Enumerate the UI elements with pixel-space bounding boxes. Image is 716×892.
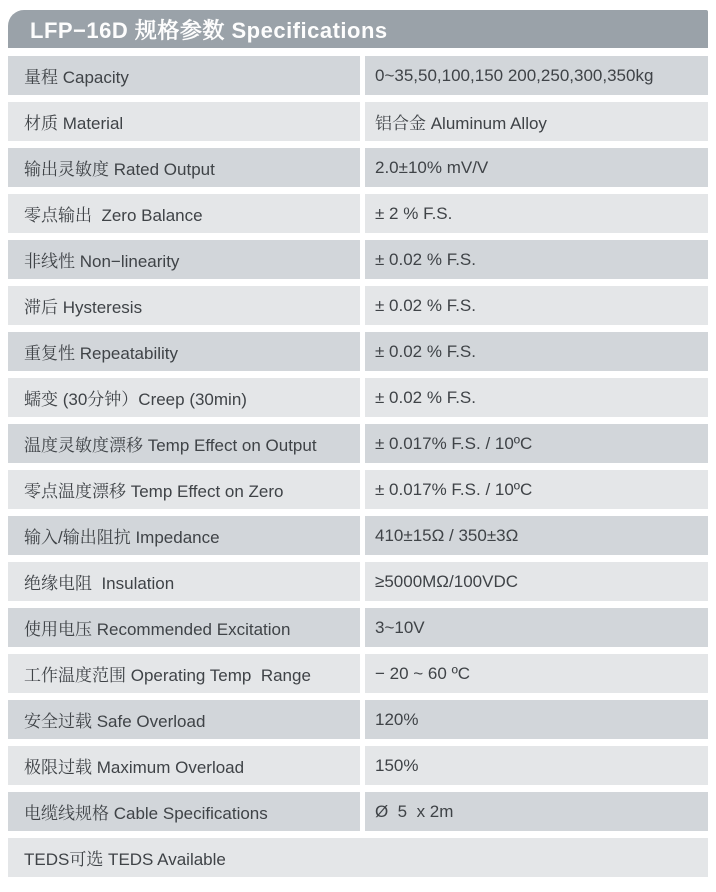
spec-row-operating-temp (8, 654, 708, 693)
spec-row-hysteresis (8, 286, 708, 325)
spec-value: Ø 5 x 2m (365, 792, 708, 831)
spec-label: 蠕变 (30分钟）Creep (30min) (8, 378, 360, 417)
spec-row-safe-overload (8, 700, 708, 739)
spec-row-temp-effect-output (8, 424, 708, 463)
spec-row-insulation (8, 562, 708, 601)
spec-row-non-linearity (8, 240, 708, 279)
spec-label: 温度灵敏度漂移 Temp Effect on Output (8, 424, 360, 463)
spec-value: 3~10V (365, 608, 708, 647)
spec-value: 2.0±10% mV/V (365, 148, 708, 187)
spec-value: 410±15Ω / 350±3Ω (365, 516, 708, 555)
spec-label: 安全过载 Safe Overload (8, 700, 360, 739)
spec-label: TEDS可选 TEDS Available (8, 838, 708, 877)
spec-row-capacity (8, 56, 708, 95)
spec-value: ± 0.017% F.S. / 10ºC (365, 470, 708, 509)
spec-label: 使用电压 Recommended Excitation (8, 608, 360, 647)
spec-label: 重复性 Repeatability (8, 332, 360, 371)
spec-value: ± 2 % F.S. (365, 194, 708, 233)
spec-value: − 20 ~ 60 ºC (365, 654, 708, 693)
spec-value: ± 0.02 % F.S. (365, 378, 708, 417)
spec-label: 非线性 Non−linearity (8, 240, 360, 279)
spec-row-repeatability (8, 332, 708, 371)
spec-row-zero-balance (8, 194, 708, 233)
spec-value: 铝合金 Aluminum Alloy (365, 102, 708, 141)
spec-label: 工作温度范围 Operating Temp Range (8, 654, 360, 693)
spec-value: ± 0.02 % F.S. (365, 332, 708, 371)
specs-header-bar (8, 10, 708, 48)
spec-value: 150% (365, 746, 708, 785)
spec-row-creep (8, 378, 708, 417)
spec-row-material (8, 102, 708, 141)
spec-row-rated-output (8, 148, 708, 187)
spec-value: ± 0.02 % F.S. (365, 240, 708, 279)
spec-table (8, 56, 708, 877)
spec-label: 量程 Capacity (8, 56, 360, 95)
spec-label: 绝缘电阻 Insulation (8, 562, 360, 601)
spec-value: ≥5000MΩ/100VDC (365, 562, 708, 601)
spec-label: 输出灵敏度 Rated Output (8, 148, 360, 187)
spec-row-impedance (8, 516, 708, 555)
specs-title: LFP−16D 规格参数 Specifications (30, 17, 388, 43)
spec-label: 零点输出 Zero Balance (8, 194, 360, 233)
spec-value: ± 0.02 % F.S. (365, 286, 708, 325)
spec-label: 零点温度漂移 Temp Effect on Zero (8, 470, 360, 509)
spec-row-teds (8, 838, 708, 877)
spec-label: 极限过载 Maximum Overload (8, 746, 360, 785)
spec-row-temp-effect-zero (8, 470, 708, 509)
spec-label: 输入/输出阻抗 Impedance (8, 516, 360, 555)
spec-row-maximum-overload (8, 746, 708, 785)
spec-row-cable (8, 792, 708, 831)
spec-value: ± 0.017% F.S. / 10ºC (365, 424, 708, 463)
spec-label: 材质 Material (8, 102, 360, 141)
spec-label: 滞后 Hysteresis (8, 286, 360, 325)
spec-value: 120% (365, 700, 708, 739)
spec-row-excitation (8, 608, 708, 647)
spec-value: 0~35,50,100,150 200,250,300,350kg (365, 56, 708, 95)
spec-label: 电缆线规格 Cable Specifications (8, 792, 360, 831)
